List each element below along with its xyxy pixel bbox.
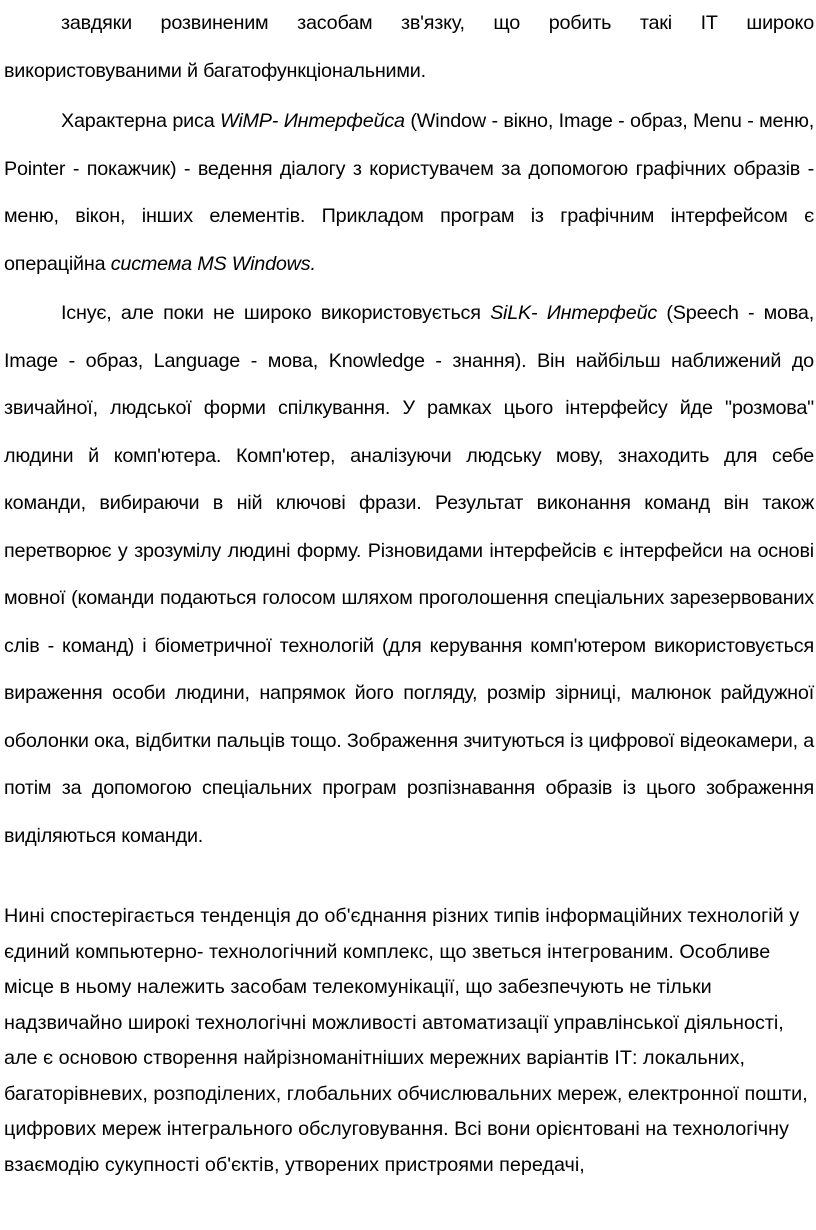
- paragraph-1-line-2: використовуваними й багатофункціональними.: [4, 59, 426, 82]
- ms-windows-term: система MS Windows.: [110, 252, 316, 275]
- paragraph-wimp-interface: [4, 98, 814, 288]
- silk-description: (Speech - мова, Image - образ, Language - мова, Knowledge - знання). Він найбільш наближений до звичайної, людської форми спілкування. У рамках цього інтерфейсу йде "розмова" людини й комп'ютера. Комп'ютер, аналізуючи людську мову, знаходить для себе команди, вибираючи в ній ключові фрази. Результат виконання команд він також перетворює у зрозумілу людині форму. Різновидами інтерфейсів є інтерфейси на основі мовної (команди подаються голосом шляхом проголошення спеціальних зарезервованих слів - команд) і біометричної технологій (для керування комп'ютером використовується вираження особи людини, напрямок його погляду, розмір зірниці, малюнок райдужної оболонки ока, відбитки пальців тощо. Зображення зчитуються із цифрової відеокамери, а потім за допомогою спеціальних програм розпізнавання образів із цього зображення виділяються команди.: [4, 302, 815, 847]
- silk-term: SiLK- Интерфейс: [490, 302, 658, 324]
- wimp-description: (Window - вікно, Image - образ, Menu - меню, Pointer - покажчик) - ведення діалогу з користувачем за допомогою графічних образів - меню, вікон, інших елементів. Прикладом програм із графічним інтерфейсом є операційна: [4, 110, 815, 275]
- paragraph-1-line-1: завдяки розвиненим засобам зв'язку, що робить такі ІТ широко: [61, 12, 814, 34]
- silk-intro-text: Існує, але поки не широко використовується: [61, 302, 491, 324]
- wimp-term: WiMP- Интерфейса: [220, 110, 405, 132]
- paragraph-silk-interface: [4, 290, 814, 860]
- paragraph-integration: Нині спостерігається тенденція до об'єднання різних типів інформаційних технологій у єдиний компьютерно- технологічний комплекс, що зветься інтегрованим. Особливе місце в ньому належить засобам телекомунікації, що забезпечують не тільки надзвичайно широкі технологічні можливості автоматизації управлінської діяльності, але є основою створення найрізноманітніших мережних варіантів ІТ: локальних, багаторівневих, розподілених, глобальних обчислювальних мереж, електронної пошти, цифрових мереж інтегрального обслуговування. Всі вони орієнтовані на технологічну взаємодію сукупності об'єктів, утворених пристроями передачі,: [4, 905, 808, 1176]
- wimp-intro-text: Характерна риса: [61, 110, 221, 132]
- paragraph-continuation: [4, 0, 814, 95]
